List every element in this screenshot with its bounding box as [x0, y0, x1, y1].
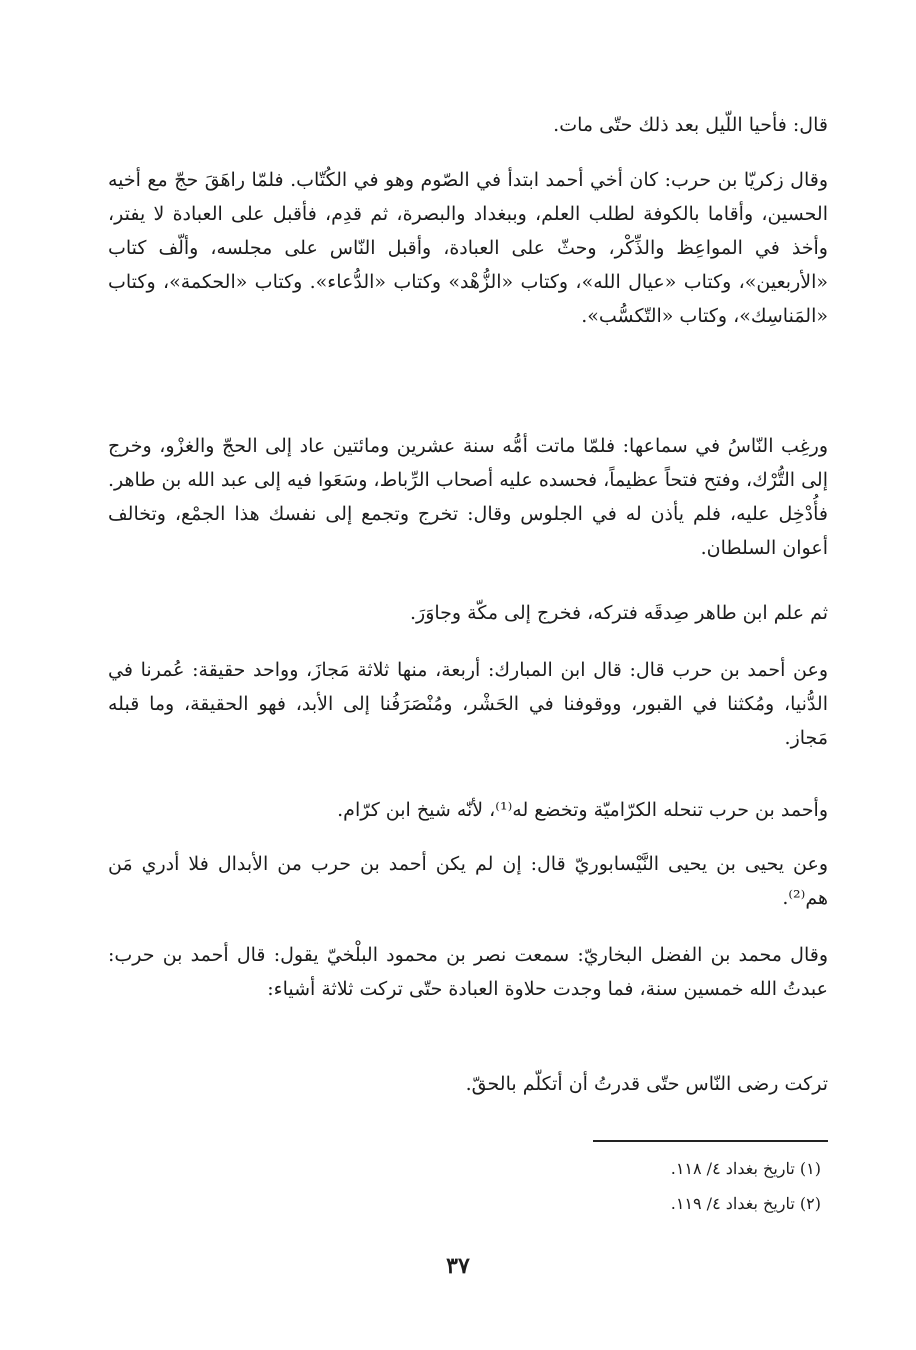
page-number: ٣٧: [446, 1253, 470, 1279]
paragraph-2: وقال زكريّا بن حرب: كان أخي أحمد ابتدأ في الصّوم وهو في الكُتّاب. فلمّا راهَقَ حجّ مع أخيه الحسين، وأقاما بالكوفة لطلب العلم، وببغداد والبصرة، ثم قدِم، فأقبل على العبادة لا يفتر، وأخذ في المواعِظ والذِّكْر، وحثّ على العبادة، وأقبل النّاس على مجلسه، وألّف كتاب «الأربعين»، وكتاب «عيال الله»، وكتاب «الزُّهْد» وكتاب «الدُّعاء». وكتاب «الحكمة»، وكتاب «المَناسِك»، وكتاب «التّكسُّب».: [108, 169, 828, 327]
paragraph-8: وقال محمد بن الفضل البخاريّ: سمعت نصر بن محمود البلْخيّ يقول: قال أحمد بن حرب: عبدتُ الله خمسين سنة، فما وجدت حلاوة العبادة حتّى تركت ثلاثة أشياء:: [108, 944, 828, 1000]
paragraph-7: وعن يحيى بن يحيى النَّيْسابوريّ قال: إن لم يكن أحمد بن حرب من الأبدال فلا أدري مَن هم⁽²⁾.: [108, 853, 828, 909]
paragraph-6: وأحمد بن حرب تنحله الكرّاميّة وتخضع له⁽¹⁾، لأنّه شيخ ابن كرّام.: [337, 799, 828, 821]
footnote-2: (٢) تاريخ بغداد ٤/ ١١٩.: [670, 1194, 821, 1213]
paragraph-9: تركت رضى النّاس حتّى قدرتُ أن أتكلّم بالحقّ.: [465, 1073, 828, 1095]
paragraph-3: ورغِب النّاسُ في سماعها: فلمّا ماتت أمُّه سنة عشرين ومائتين عاد إلى الحجّ والغزْو، وخرج إلى التُّرْك، وفتح فتحاً عظيماً، فحسده عليه أصحاب الرِّباط، وسَعَوا فيه إلى عبد الله بن طاهر. فأُدْخِل عليه، فلم يأذن له في الجلوس وقال: تخرج وتجمع إلى نفسك هذا الجمْع، وتخالف أعوان السلطان.: [108, 435, 828, 559]
paragraph-5: وعن أحمد بن حرب قال: قال ابن المبارك: أربعة، منها ثلاثة مَجازَ، وواحد حقيقة: عُمرنا في الدُّنيا، ومُكثنا في القبور، ووقوفنا في الحَشْر، ومُنْصَرَفُنا إلى الأبد، فهو الحقيقة، وما قبله مَجاز.: [108, 659, 828, 749]
footnote-1: (١) تاريخ بغداد ٤/ ١١٨.: [670, 1159, 821, 1178]
paragraph-4: ثم علم ابن طاهر صِدقَه فتركه، فخرج إلى مكّة وجاوَرَ.: [410, 602, 828, 624]
footnote-divider: [593, 1140, 828, 1142]
paragraph-1: قال: فأحيا اللّيل بعد ذلك حتّى مات.: [553, 114, 828, 136]
